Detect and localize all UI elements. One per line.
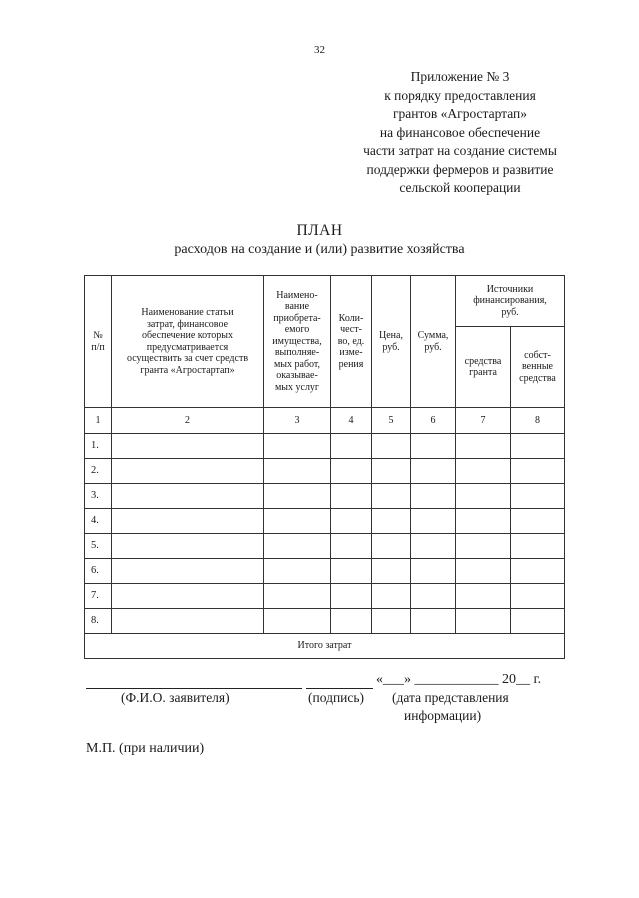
table-cell (511, 459, 565, 484)
table-cell (456, 484, 511, 509)
page-number: 32 (314, 44, 325, 56)
table-cell (112, 509, 264, 534)
table-row (85, 509, 565, 534)
table-cell (372, 534, 411, 559)
table-cell (456, 559, 511, 584)
table-cell (331, 484, 372, 509)
appendix-line: поддержки фермеров и развитие (366, 161, 554, 177)
signature-caption: (подпись) (308, 690, 365, 705)
table-cell (331, 509, 372, 534)
column-number-row (85, 408, 565, 434)
table-cell (264, 484, 331, 509)
table-row (85, 584, 565, 609)
table-cell (456, 534, 511, 559)
table-cell (372, 584, 411, 609)
table-cell (112, 434, 264, 459)
header-quantity: Коли- чест- во, ед. изме- рения (331, 276, 372, 408)
table-cell (411, 534, 456, 559)
row-number: 8. (85, 609, 112, 634)
header-sum: Сумма, руб. (411, 276, 456, 408)
table-cell (331, 609, 372, 634)
table-cell (511, 534, 565, 559)
table-cell (456, 584, 511, 609)
row-number: 3. (85, 484, 112, 509)
table-cell (372, 434, 411, 459)
plan-subtitle: расходов на создание и (или) развитие хозяйства (174, 242, 465, 257)
appendix-line: к порядку предоставления (384, 87, 536, 103)
row-number: 6. (85, 559, 112, 584)
table-cell (456, 459, 511, 484)
table-cell (511, 484, 565, 509)
table-cell (456, 434, 511, 459)
table-cell (511, 559, 565, 584)
table-cell (331, 459, 372, 484)
header-sources: Источники финансирования, руб. (456, 276, 565, 327)
table-cell (112, 459, 264, 484)
table-row (85, 434, 565, 459)
column-number: 6 (411, 408, 456, 434)
fio-line (86, 688, 302, 689)
table-cell (331, 584, 372, 609)
table-cell (511, 434, 565, 459)
table-cell (372, 509, 411, 534)
header-row (85, 276, 565, 327)
header-property: Наимено- вание приобрета- емого имущества, выполняе- мых работ, оказывае- мых услуг (264, 276, 331, 408)
table-cell (456, 609, 511, 634)
table-cell (331, 534, 372, 559)
table-cell (372, 459, 411, 484)
total-label: Итого затрат (85, 634, 565, 659)
table-cell (112, 584, 264, 609)
table-row (85, 534, 565, 559)
table-cell (411, 559, 456, 584)
total-row (85, 634, 565, 659)
table-cell (411, 584, 456, 609)
date-caption-line1: (дата представления (392, 690, 509, 705)
table-row (85, 559, 565, 584)
table-cell (372, 609, 411, 634)
table-cell (511, 509, 565, 534)
table-cell (264, 434, 331, 459)
table-cell (372, 484, 411, 509)
row-number: 5. (85, 534, 112, 559)
table-cell (411, 484, 456, 509)
column-number: 4 (331, 408, 372, 434)
appendix-header (340, 68, 580, 198)
stamp-note: М.П. (при наличии) (86, 741, 205, 756)
data-rows (85, 434, 565, 634)
date-caption-line2: информации) (404, 708, 482, 723)
column-number: 2 (112, 408, 264, 434)
column-number: 3 (264, 408, 331, 434)
header-grant: средства гранта (456, 327, 511, 408)
table-cell (112, 559, 264, 584)
table-cell (331, 434, 372, 459)
table-cell (411, 434, 456, 459)
row-number: 1. (85, 434, 112, 459)
header-own: собст- венные средства (511, 327, 565, 408)
table-cell (511, 609, 565, 634)
table-cell (264, 509, 331, 534)
header-item: Наименование статьи затрат, финансовое обеспечение которых предусматривается осуществить за счет средств гранта «Агростартап» (112, 276, 264, 408)
table-row (85, 484, 565, 509)
budget-table (84, 275, 565, 659)
row-number: 2. (85, 459, 112, 484)
table-cell (411, 609, 456, 634)
plan-title: ПЛАН (296, 222, 343, 239)
table-cell (331, 559, 372, 584)
table-cell (411, 509, 456, 534)
appendix-line: сельской кооперации (399, 180, 521, 195)
table-cell (112, 484, 264, 509)
table-cell (264, 609, 331, 634)
table-cell (264, 459, 331, 484)
column-number: 1 (85, 408, 112, 434)
fio-caption: (Ф.И.О. заявителя) (121, 690, 230, 705)
table-cell (264, 584, 331, 609)
table-cell (112, 609, 264, 634)
column-number: 8 (511, 408, 565, 434)
column-number: 5 (372, 408, 411, 434)
appendix-line: грантов «Агростартап» (392, 106, 528, 121)
table-cell (411, 459, 456, 484)
header-price: Цена, руб. (372, 276, 411, 408)
column-number: 7 (456, 408, 511, 434)
date-field: «___» ____________ 20__ г. (376, 672, 542, 687)
table-row (85, 459, 565, 484)
appendix-line: на финансовое обеспечение (379, 124, 541, 140)
table-row (85, 609, 565, 634)
table-cell (511, 584, 565, 609)
header-num: № п/п (85, 276, 112, 408)
appendix-line: Приложение № 3 (410, 69, 510, 84)
table-cell (112, 534, 264, 559)
appendix-line: части затрат на создание системы (363, 143, 557, 158)
row-number: 7. (85, 584, 112, 609)
table-cell (372, 559, 411, 584)
signature-line (306, 688, 373, 689)
table-cell (456, 509, 511, 534)
table-cell (264, 534, 331, 559)
table-cell (264, 559, 331, 584)
row-number: 4. (85, 509, 112, 534)
